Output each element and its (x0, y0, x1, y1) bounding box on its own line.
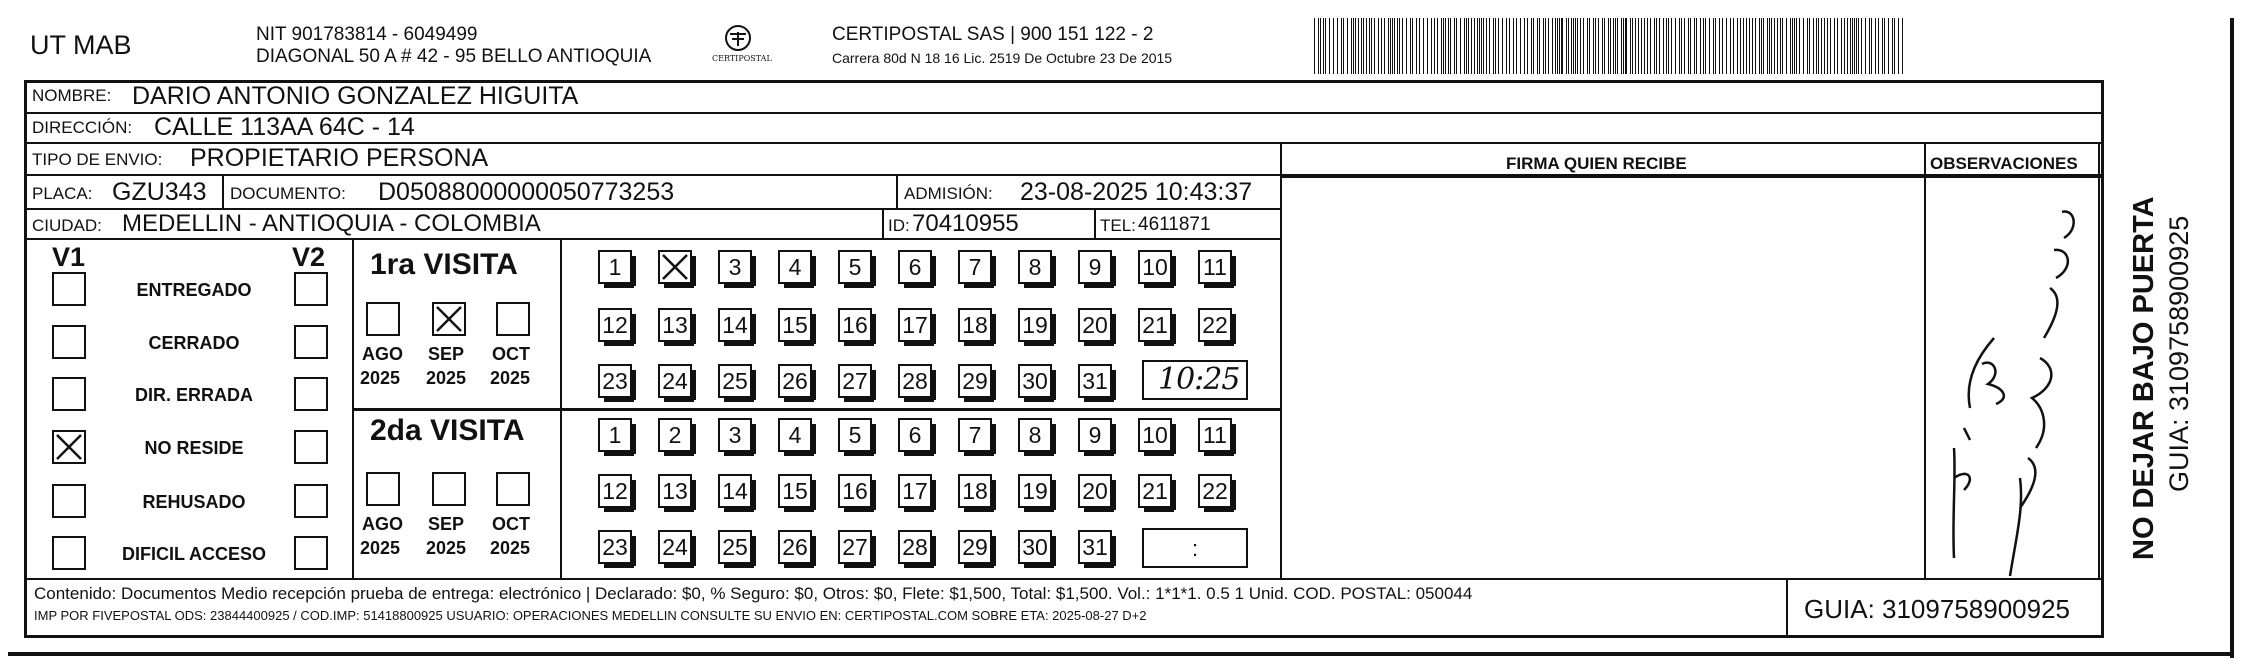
status-label: CERRADO (148, 333, 240, 353)
day-number: 6 (908, 254, 922, 280)
month-label: AGO (362, 514, 404, 534)
day-box[interactable] (838, 308, 872, 342)
day-number: 21 (1142, 312, 1168, 338)
status-label: ENTREGADO (136, 280, 252, 300)
name-label: NOMBRE: (32, 86, 112, 105)
day-number: 12 (602, 312, 628, 338)
day-box[interactable] (958, 474, 992, 508)
day-box[interactable] (1078, 418, 1112, 452)
day-number: 23 (602, 534, 628, 560)
day-box[interactable] (658, 530, 692, 564)
day-box[interactable] (778, 530, 812, 564)
day-number: 29 (962, 368, 988, 394)
day-box[interactable] (598, 308, 632, 342)
day-box[interactable] (958, 364, 992, 398)
barcode (1314, 18, 1908, 74)
document-value: D05088000000050773253 (378, 178, 675, 206)
day-box[interactable] (898, 364, 932, 398)
day-box[interactable] (1018, 364, 1052, 398)
year-label: 2025 (360, 368, 401, 388)
v2-checkbox[interactable] (294, 272, 328, 306)
second-visit-title: 2da VISITA (370, 414, 525, 447)
day-box[interactable] (1078, 530, 1112, 564)
day-box[interactable] (658, 364, 692, 398)
year-label: 2025 (426, 368, 467, 388)
day-box[interactable] (718, 364, 752, 398)
first-visit-title: 1ra VISITA (370, 248, 518, 281)
day-number: 15 (782, 312, 808, 338)
sender-name: UT MAB (30, 30, 132, 60)
day-box[interactable] (1198, 474, 1232, 508)
day-number: 18 (962, 312, 988, 338)
month-checkbox[interactable] (496, 302, 530, 336)
day-box[interactable] (958, 530, 992, 564)
v2-checkbox[interactable] (294, 536, 328, 570)
day-number: 3 (728, 422, 742, 448)
day-box[interactable] (718, 418, 752, 452)
address-label: DIRECCIÓN: (32, 118, 133, 137)
certipostal-logo (708, 22, 772, 70)
status-label: DIFICIL ACCESO (121, 544, 266, 564)
day-box[interactable] (898, 250, 932, 284)
day-number: 4 (788, 254, 802, 280)
handwritten-observation (1924, 178, 2100, 578)
day-box[interactable] (1138, 308, 1172, 342)
day-number: 3 (728, 254, 742, 280)
id-label: ID: (888, 216, 910, 235)
day-number: 18 (962, 478, 988, 504)
month-checkbox[interactable] (496, 472, 530, 506)
year-label: 2025 (360, 538, 401, 558)
day-box[interactable] (598, 250, 632, 284)
day-box[interactable] (958, 418, 992, 452)
day-number: 1 (608, 254, 622, 280)
day-box[interactable] (958, 308, 992, 342)
id-value: 70410955 (912, 210, 1019, 237)
day-number: 12 (602, 478, 628, 504)
footer-imp: IMP POR FIVEPOSTAL ODS: 23844400925 / COD.IMP: 51418800925 USUARIO: OPERACIONES MEDELLIN CONSULTE SU ENVIO EN: CERTIPOSTAL.COM SOBRE ETA: 2025-08-27 D+2 (34, 608, 1147, 623)
day-box[interactable] (1198, 418, 1232, 452)
v2-checkbox[interactable] (294, 484, 328, 518)
day-number: 13 (662, 312, 688, 338)
v1-checkbox[interactable] (52, 484, 86, 518)
plate-value: GZU343 (112, 178, 207, 206)
day-number: 31 (1082, 534, 1108, 560)
day-box[interactable] (1138, 250, 1172, 284)
day-number: 4 (788, 422, 802, 448)
shipment-type: PROPIETARIO PERSONA (190, 144, 489, 172)
month-checkbox[interactable] (366, 302, 400, 336)
month-label: SEP (428, 344, 465, 364)
signature-header: FIRMA QUIEN RECIBE (1506, 154, 1687, 173)
day-number: 10 (1142, 254, 1168, 280)
side-notice: NO DEJAR BAJO PUERTA (2128, 196, 2160, 560)
day-box[interactable] (898, 474, 932, 508)
day-number: 17 (902, 312, 928, 338)
logo-text: CERTIPOSTAL (712, 54, 772, 63)
day-box[interactable] (1018, 474, 1052, 508)
document-label: DOCUMENTO: (230, 184, 346, 203)
day-box[interactable] (718, 530, 752, 564)
day-number: 8 (1028, 254, 1042, 280)
day-number: 25 (722, 534, 748, 560)
day-box[interactable] (778, 474, 812, 508)
month-label: OCT (492, 344, 530, 364)
year-label: 2025 (490, 368, 531, 388)
day-number: 15 (782, 478, 808, 504)
day-box[interactable] (838, 364, 872, 398)
first-visit-time-box (1142, 360, 1248, 400)
day-box[interactable] (778, 250, 812, 284)
day-number: 22 (1202, 478, 1228, 504)
day-number: 27 (842, 368, 868, 394)
day-box[interactable] (1138, 474, 1172, 508)
day-number: 13 (662, 478, 688, 504)
day-number: 31 (1082, 368, 1108, 394)
day-number: 8 (1028, 422, 1042, 448)
v1-checkbox[interactable] (52, 430, 86, 464)
day-box[interactable] (1018, 530, 1052, 564)
day-number: 2 (668, 422, 682, 448)
day-box[interactable] (958, 250, 992, 284)
day-number: 5 (848, 422, 862, 448)
recipient-name: DARIO ANTONIO GONZALEZ HIGUITA (132, 82, 579, 110)
day-number: 22 (1202, 312, 1228, 338)
day-box[interactable] (658, 474, 692, 508)
v1-checkbox[interactable] (52, 536, 86, 570)
day-number: 6 (908, 422, 922, 448)
month-label: OCT (492, 514, 530, 534)
day-box[interactable] (658, 250, 692, 284)
day-box[interactable] (778, 364, 812, 398)
day-box[interactable] (838, 530, 872, 564)
day-box[interactable] (838, 418, 872, 452)
right-edge (2230, 18, 2234, 658)
day-box[interactable] (718, 308, 752, 342)
v1-label: V1 (52, 242, 86, 272)
bottom-edge (8, 652, 2234, 656)
status-label: NO RESIDE (144, 438, 244, 458)
day-number: 11 (1203, 422, 1227, 448)
day-box[interactable] (1078, 250, 1112, 284)
status-label: DIR. ERRADA (134, 385, 253, 405)
day-box[interactable] (1078, 474, 1112, 508)
year-label: 2025 (426, 538, 467, 558)
day-number: 28 (902, 534, 928, 560)
day-number: 5 (848, 254, 862, 280)
v2-checkbox[interactable] (294, 325, 328, 359)
day-box[interactable] (1078, 364, 1112, 398)
day-number: 7 (968, 422, 982, 448)
admission-value: 23-08-2025 10:43:37 (1020, 178, 1253, 206)
day-number: 9 (1088, 254, 1102, 280)
day-box[interactable] (718, 250, 752, 284)
day-box[interactable] (898, 530, 932, 564)
day-number: 20 (1082, 312, 1108, 338)
day-number: 30 (1022, 368, 1048, 394)
day-number: 19 (1022, 312, 1048, 338)
day-box[interactable] (1018, 308, 1052, 342)
footer-guia: GUIA: 3109758900925 (1804, 594, 2070, 624)
day-number: 30 (1022, 534, 1048, 560)
day-box[interactable] (778, 418, 812, 452)
month-checkbox[interactable] (432, 472, 466, 506)
day-box[interactable] (658, 418, 692, 452)
day-number: 24 (662, 368, 688, 394)
day-box[interactable] (1078, 308, 1112, 342)
day-box[interactable] (718, 474, 752, 508)
month-label: AGO (362, 344, 404, 364)
day-number: 16 (842, 312, 868, 338)
day-box[interactable] (658, 308, 692, 342)
day-number: 24 (662, 534, 688, 560)
tel-value: 4611871 (1138, 214, 1211, 235)
day-box[interactable] (838, 474, 872, 508)
day-box[interactable] (1018, 250, 1052, 284)
day-box[interactable] (598, 364, 632, 398)
day-number: 28 (902, 368, 928, 394)
second-visit-time-box (1142, 528, 1248, 568)
day-number: 20 (1082, 478, 1108, 504)
day-number: 27 (842, 534, 868, 560)
day-box[interactable] (598, 418, 632, 452)
day-number: 11 (1203, 254, 1227, 280)
v1-checkbox[interactable] (52, 377, 86, 411)
status-label: REHUSADO (142, 492, 246, 512)
company-license: Carrera 80d N 18 16 Lic. 2519 De Octubre 23 De 2015 (832, 50, 1173, 66)
day-number: 25 (722, 368, 748, 394)
observations-header: OBSERVACIONES (1930, 154, 2078, 173)
month-label: SEP (428, 514, 465, 534)
v1-checkbox[interactable] (52, 325, 86, 359)
type-label: TIPO DE ENVIO: (32, 150, 163, 169)
admission-label: ADMISIÓN: (904, 184, 993, 203)
tel-label: TEL: (1100, 216, 1136, 235)
day-box[interactable] (1198, 250, 1232, 284)
day-number: 23 (602, 368, 628, 394)
day-number: 26 (782, 534, 808, 560)
day-number: 9 (1088, 422, 1102, 448)
day-box[interactable] (598, 474, 632, 508)
month-checkbox[interactable] (432, 302, 466, 336)
footer-contents: Contenido: Documentos Medio recepción prueba de entrega: electrónico | Declarado: $0, % Seguro: $0, Otros: $0, Flete: $1,500, Total: $1,500. Vol.: 1*1*1. 0.5 1 Unid. COD. POSTAL: 050044 (34, 584, 1473, 603)
day-number: 26 (782, 368, 808, 394)
day-number: 7 (968, 254, 982, 280)
v2-checkbox[interactable] (294, 377, 328, 411)
day-number: 10 (1142, 422, 1168, 448)
day-box[interactable] (1198, 308, 1232, 342)
sender-address: DIAGONAL 50 A # 42 - 95 BELLO ANTIOQUIA (256, 46, 652, 67)
plate-label: PLACA: (32, 184, 93, 203)
day-box[interactable] (598, 530, 632, 564)
day-box[interactable] (898, 418, 932, 452)
day-box[interactable] (1018, 418, 1052, 452)
day-number: 14 (722, 478, 748, 504)
recipient-address: CALLE 113AA 64C - 14 (154, 113, 415, 141)
day-number: 14 (722, 312, 748, 338)
day-box[interactable] (838, 250, 872, 284)
day-number: 16 (842, 478, 868, 504)
day-box[interactable] (778, 308, 812, 342)
side-guia: GUIA: 3109758900925 (2164, 215, 2194, 492)
v1-checkbox[interactable] (52, 272, 86, 306)
day-number: 21 (1142, 478, 1168, 504)
city-label: CIUDAD: (32, 216, 102, 235)
company-name: CERTIPOSTAL SAS | 900 151 122 - 2 (832, 24, 1154, 45)
sender-nit: NIT 901783814 - 6049499 (256, 24, 478, 45)
day-number: 29 (962, 534, 988, 560)
day-box[interactable] (898, 308, 932, 342)
v2-checkbox[interactable] (294, 430, 328, 464)
month-checkbox[interactable] (366, 472, 400, 506)
city-value: MEDELLIN - ANTIOQUIA - COLOMBIA (122, 210, 541, 237)
day-number: 1 (608, 422, 622, 448)
day-number: 19 (1022, 478, 1048, 504)
year-label: 2025 (490, 538, 531, 558)
day-box[interactable] (1138, 418, 1172, 452)
first-visit-time: 10:25 (1158, 362, 1240, 397)
day-number: 17 (902, 478, 928, 504)
second-visit-time: : (1192, 536, 1199, 561)
v2-label: V2 (292, 242, 326, 272)
